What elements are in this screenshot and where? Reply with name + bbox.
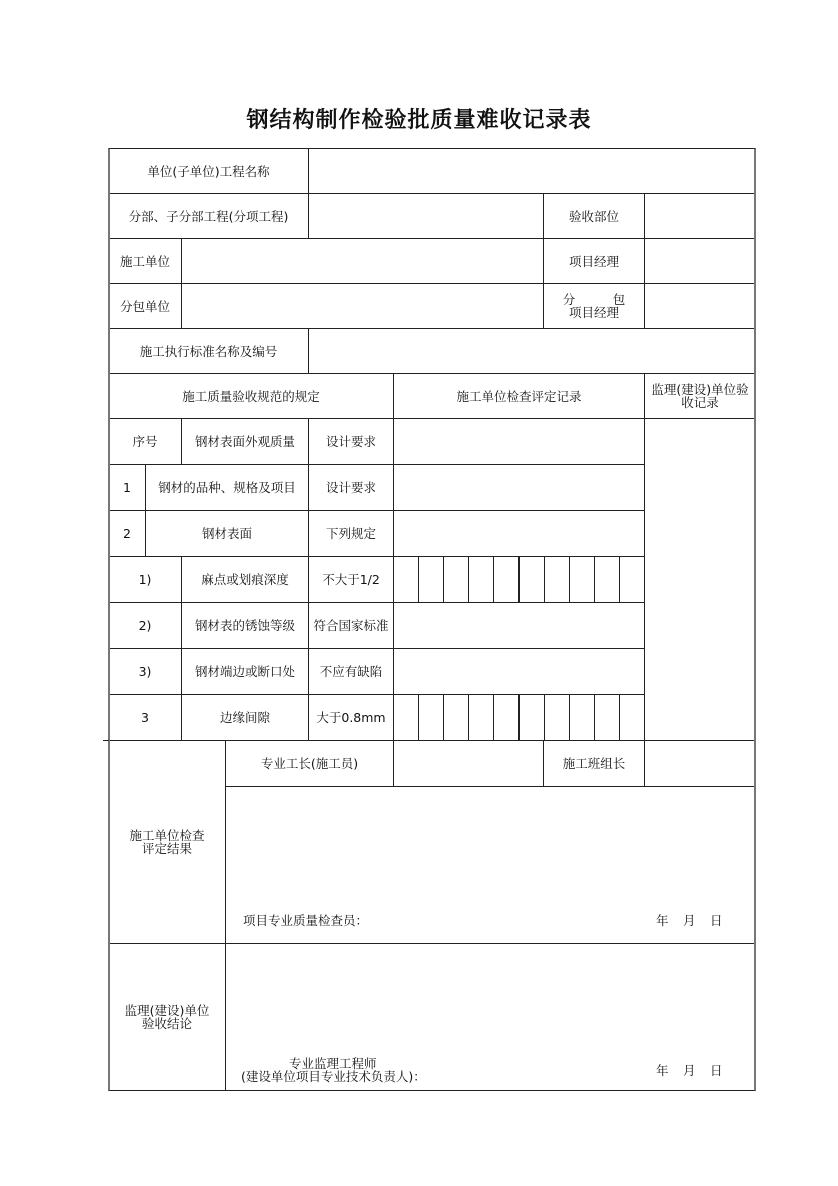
- day-label: 日: [710, 1063, 723, 1078]
- foreman-field[interactable]: [393, 740, 544, 787]
- supervision-conclusion-label-line1: 监理(建设)单位: [124, 1003, 210, 1018]
- sub-project-label: 分部、子分部工程(分项工程): [108, 193, 309, 239]
- record-grid-cell[interactable]: [544, 556, 570, 603]
- supervision-record-header-line2: 收记录: [681, 395, 719, 410]
- table-row-req: 不大于1/2: [308, 556, 394, 603]
- construction-unit-label: 施工单位: [108, 238, 182, 284]
- project-manager-field[interactable]: [644, 238, 756, 284]
- table-row-req: 不应有缺陷: [308, 648, 394, 695]
- form-title: 钢结构制作检验批质量难收记录表: [246, 108, 592, 133]
- subcontract-manager-label-line1: 分 包: [562, 292, 626, 307]
- table-row-item: 钢材表面: [145, 510, 309, 557]
- table-row-req: 大于0.8mm: [308, 694, 394, 741]
- record-grid-cell[interactable]: [418, 556, 444, 603]
- day-label: 日: [710, 913, 723, 928]
- year-label: 年: [656, 1063, 669, 1078]
- supervision-conclusion-label-line2: 验收结论: [141, 1016, 192, 1031]
- record-grid-cell[interactable]: [594, 694, 620, 741]
- inspector-label: 项目专业质量检查员：: [243, 913, 369, 928]
- record-grid-cell[interactable]: [519, 694, 545, 741]
- table-row-req: 下列规定: [308, 510, 394, 557]
- month-label: 月: [683, 1063, 696, 1078]
- table-row-no: 1: [108, 464, 146, 511]
- record-grid-cell[interactable]: [443, 694, 469, 741]
- record-grid-cell[interactable]: [519, 556, 545, 603]
- record-grid-cell[interactable]: [468, 694, 494, 741]
- record-grid-cell[interactable]: [544, 694, 570, 741]
- table-row-req: 设计要求: [308, 418, 394, 465]
- foreman-label: 专业工长(施工员): [225, 740, 394, 787]
- record-grid-cell[interactable]: [619, 556, 645, 603]
- table-row-item: 麻点或划痕深度: [181, 556, 309, 603]
- table-row-item: 钢材端边或断口处: [181, 648, 309, 695]
- record-grid-cell[interactable]: [418, 694, 444, 741]
- spec-column-header: 施工质量验收规范的规定: [108, 373, 394, 419]
- supervision-record-header-line1: 监理(建设)单位验: [651, 382, 749, 397]
- table-row-record[interactable]: [393, 464, 645, 511]
- table-row-req: 符合国家标准: [308, 602, 394, 649]
- table-row-item: 边缘间隙: [181, 694, 309, 741]
- record-grid-cell[interactable]: [393, 694, 419, 741]
- record-grid-cell[interactable]: [569, 556, 595, 603]
- construction-result-label-line2: 评定结果: [141, 841, 192, 856]
- subcontract-manager-label: [543, 283, 645, 329]
- year-label: 年: [656, 913, 669, 928]
- table-row-item: 钢材表的锈蚀等级: [181, 602, 309, 649]
- sub-project-field[interactable]: [308, 193, 544, 239]
- construction-record-column-header: 施工单位检查评定记录: [393, 373, 645, 419]
- supervision-record-field[interactable]: [644, 418, 756, 741]
- table-row-record[interactable]: [393, 510, 645, 557]
- record-grid-cell[interactable]: [468, 556, 494, 603]
- supervision-conclusion-label: [108, 943, 226, 1091]
- record-grid-cell[interactable]: [619, 694, 645, 741]
- engineer-label-line1: 专业监理工程师: [289, 1056, 377, 1071]
- table-row-req: 设计要求: [308, 464, 394, 511]
- unit-project-name-field[interactable]: [308, 148, 756, 194]
- subcontract-manager-field[interactable]: [644, 283, 756, 329]
- supervision-record-column-header: [644, 373, 756, 419]
- table-row-no: 3: [108, 694, 182, 741]
- table-row-item: 钢材表面外观质量: [181, 418, 309, 465]
- construction-result-label-line1: 施工单位检查: [129, 828, 205, 843]
- unit-project-name-label: 单位(子单位)工程名称: [108, 148, 309, 194]
- section-divider: [103, 740, 109, 741]
- record-grid-cell[interactable]: [393, 556, 419, 603]
- construction-result-label: [108, 740, 226, 944]
- table-row-record[interactable]: [393, 418, 645, 465]
- subcontract-unit-field[interactable]: [181, 283, 544, 329]
- acceptance-part-label: 验收部位: [543, 193, 645, 239]
- table-row-record[interactable]: [393, 602, 645, 649]
- record-grid-cell[interactable]: [594, 556, 620, 603]
- subcontract-unit-label: 分包单位: [108, 283, 182, 329]
- standard-label: 施工执行标准名称及编号: [108, 328, 309, 374]
- table-row-no: 2): [108, 602, 182, 649]
- subcontract-manager-label-line2: 项目经理: [568, 305, 619, 320]
- project-manager-label: 项目经理: [543, 238, 645, 284]
- table-row-no: 3): [108, 648, 182, 695]
- table-row-no: 1): [108, 556, 182, 603]
- construction-unit-field[interactable]: [181, 238, 544, 284]
- table-row-no: 序号: [108, 418, 182, 465]
- month-label: 月: [683, 913, 696, 928]
- engineer-label-line2: (建设单位项目专业技术负责人)：: [241, 1069, 426, 1084]
- table-row-no: 2: [108, 510, 146, 557]
- record-grid-cell[interactable]: [493, 556, 519, 603]
- table-row-record[interactable]: [393, 648, 645, 695]
- record-grid-cell[interactable]: [493, 694, 519, 741]
- table-row-item: 钢材的品种、规格及项目: [145, 464, 309, 511]
- acceptance-part-field[interactable]: [644, 193, 756, 239]
- team-leader-label: 施工班组长: [543, 740, 645, 787]
- record-grid-cell[interactable]: [443, 556, 469, 603]
- team-leader-field[interactable]: [644, 740, 756, 787]
- record-grid-cell[interactable]: [569, 694, 595, 741]
- standard-field[interactable]: [308, 328, 756, 374]
